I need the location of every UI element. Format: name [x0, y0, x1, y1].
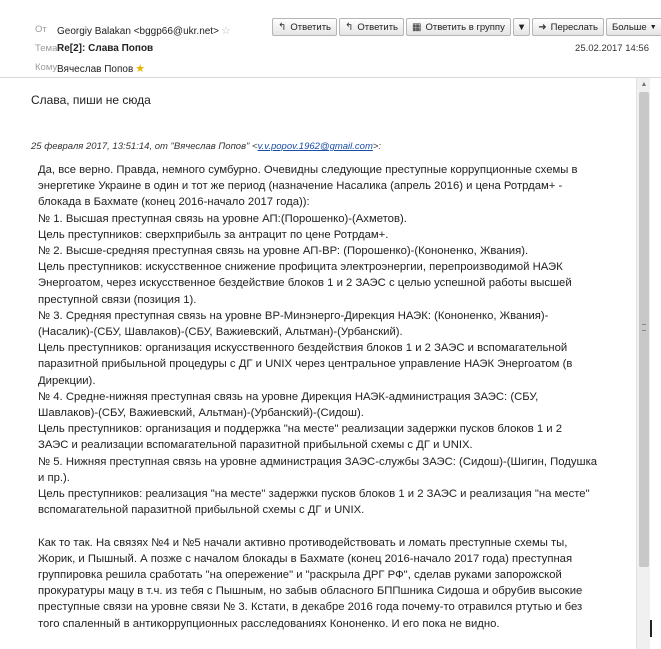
quote-line: Жорик, и Пышный. А позже с началом блокады в Бахмате (конец 2016-начало 2017 года) преступная	[38, 552, 573, 565]
quote-line: блокада в Бахмате (конец 2016-начало 2017 года)):	[38, 196, 310, 209]
quote-line: № 1. Высшая преступная связь на уровне АП:(Порошенко)-(Ахметов).	[38, 212, 407, 225]
quote-line: того спаленный в антикоррупционных расследованиях Кононенко. И его пока не видно.	[38, 617, 500, 630]
recipient[interactable]: Вячеслав Попов ★	[57, 63, 146, 75]
reply-group-dropdown[interactable]	[513, 18, 530, 36]
chevron-down-icon: ▼	[649, 23, 657, 31]
sender[interactable]: Georgiy Balakan <bggp66@ukr.net> ☆	[57, 25, 231, 37]
quoted-paragraph	[38, 535, 632, 632]
quote-line: № 3. Средняя преступная связь на уровне ВР-Минэнерго-Дирекция НАЭК: (Кононенко, Жвания)-	[38, 309, 549, 322]
quote-line: Шавлаков)-(СБУ, Важиевский, Альтман)-(Урбанский)-(Сидош).	[38, 407, 364, 420]
reply-all-button[interactable]: ↰ Ответить	[339, 18, 404, 36]
quote-line: энергетике Украине в один и тот же период (назначение Насалика (апрель 2016) и цена Ротрдам+ -	[38, 180, 563, 193]
vertical-scrollbar[interactable]	[636, 78, 650, 649]
reply-icon: ↰	[278, 21, 287, 33]
forward-icon: ➜	[538, 21, 547, 33]
quote-line: преступной связи (позиция 1).	[38, 293, 197, 306]
quote-line: Цель преступников: сверхприбыль за антрацит по цене Ротрдам+.	[38, 228, 389, 241]
quote-line: № 2. Высше-средняя преступная связь на уровне АП-ВР: (Порошенко)-(Кононенко, Жвания).	[38, 245, 529, 258]
reply-group-button[interactable]: ▦ Ответить в группу	[406, 18, 511, 36]
quote-line: ЗАЭС и реализации вспомагательной паразитной прибыльной схемы с ДГ и UNIX.	[38, 439, 473, 452]
subject: Re[2]: Слава Попов	[57, 43, 154, 54]
more-button[interactable]: Больше ▼	[606, 18, 661, 36]
message-date: 25.02.2017 14:56	[575, 43, 649, 54]
scroll-thumb[interactable]	[639, 92, 649, 567]
quote-line: № 4. Средне-нижняя преступная связь на уровне Дирекция НАЭК-администрация ЗАЭС: (СБУ,	[38, 390, 539, 403]
group-icon: ▦	[412, 21, 422, 33]
text-cursor	[650, 620, 652, 637]
message-toolbar	[272, 18, 661, 36]
quote-line: прокуратуры мацу в т.ч. из тебя с Пышным, но забыв обласного БППшника Сидоша и обрубив высокие	[38, 585, 583, 598]
star-icon[interactable]: ☆	[220, 25, 231, 37]
quote-line: вспомагательной паразитной прибыльной схемы с ДГ и UNIX.	[38, 504, 365, 517]
forward-button[interactable]: ➜ Переслать	[532, 18, 604, 36]
to-label: Кому	[35, 62, 58, 73]
quote-line: паразитной прибыльной процедуры с ДГ и UNIX через центральное управление НАЭК Энергоатом (в	[38, 358, 573, 371]
scroll-up-icon[interactable]: ▲	[640, 81, 648, 88]
quote-email-link[interactable]: v.v.popov.1962@gmail.com	[257, 141, 373, 152]
quote-header: 25 февраля 2017, 13:51:14, от "Вячеслав Попов" <v.v.popov.1962@gmail.com>:	[31, 141, 382, 152]
quote-line: № 5. Нижняя преступная связь на уровне администрация ЗАЭС-службы ЗАЭС: (Сидош)-(Шигин, Подушка	[38, 455, 598, 468]
quote-line: Цель преступников: искусственное снижение профицита электроэнергии, перепроизводимой НАЭК	[38, 261, 563, 274]
star-icon[interactable]: ★	[135, 63, 146, 75]
subject-label: Тема	[35, 43, 58, 54]
quote-line: группировка решила сработать "на опережение" и "раскрыла ДРГ РФ", сделав руками запорожской	[38, 569, 562, 582]
message-header	[0, 0, 661, 76]
chevron-down-icon: ▼	[516, 21, 527, 33]
reply-button[interactable]: ↰ Ответить	[272, 18, 337, 36]
quote-line: Энергоатом, через искусственное бездействие блоков 1 и 2 ЗАЭС с целью успешной работы высшей	[38, 277, 572, 290]
quote-line: Цель преступников: организация и поддержка "на месте" реализации задержки пусков блоков 1 и 2	[38, 423, 562, 436]
quote-line: преступные связи на уровне связи № 3. Кстати, в декабре 2016 года почему-то отравился ртутью и без	[38, 601, 583, 614]
quote-line: Как то так. На связях №4 и №5 начали активно противодействовать и ломать преступные схемы ты,	[38, 536, 568, 549]
quoted-message	[29, 162, 632, 632]
quote-line: Цель преступников: реализация "на месте" задержки пусков блоков 1 и 2 ЗАЭС и реализация "на месте"	[38, 488, 590, 501]
message-body	[0, 78, 636, 649]
quoted-paragraph	[38, 162, 632, 518]
quote-line: Цель преступников: организация искусственного бездействия блоков 1 и 2 ЗАЭС и вспомагательной	[38, 342, 568, 355]
greeting-text: Слава, пиши не сюда	[31, 93, 151, 107]
quote-line: Да, все верно. Правда, немного сумбурно. Очевидны следующие преступные коррупционные схемы в	[38, 164, 578, 176]
grip-icon	[642, 324, 646, 331]
from-label: От	[35, 24, 47, 35]
quote-line: Дирекции).	[38, 374, 96, 387]
quote-line: (Насалик)-(СБУ, Шавлаков)-(СБУ, Важиевский, Альтман)-(Урбанский).	[38, 326, 403, 339]
quote-line: и пр.).	[38, 471, 70, 484]
reply-all-icon: ↰	[345, 21, 354, 33]
